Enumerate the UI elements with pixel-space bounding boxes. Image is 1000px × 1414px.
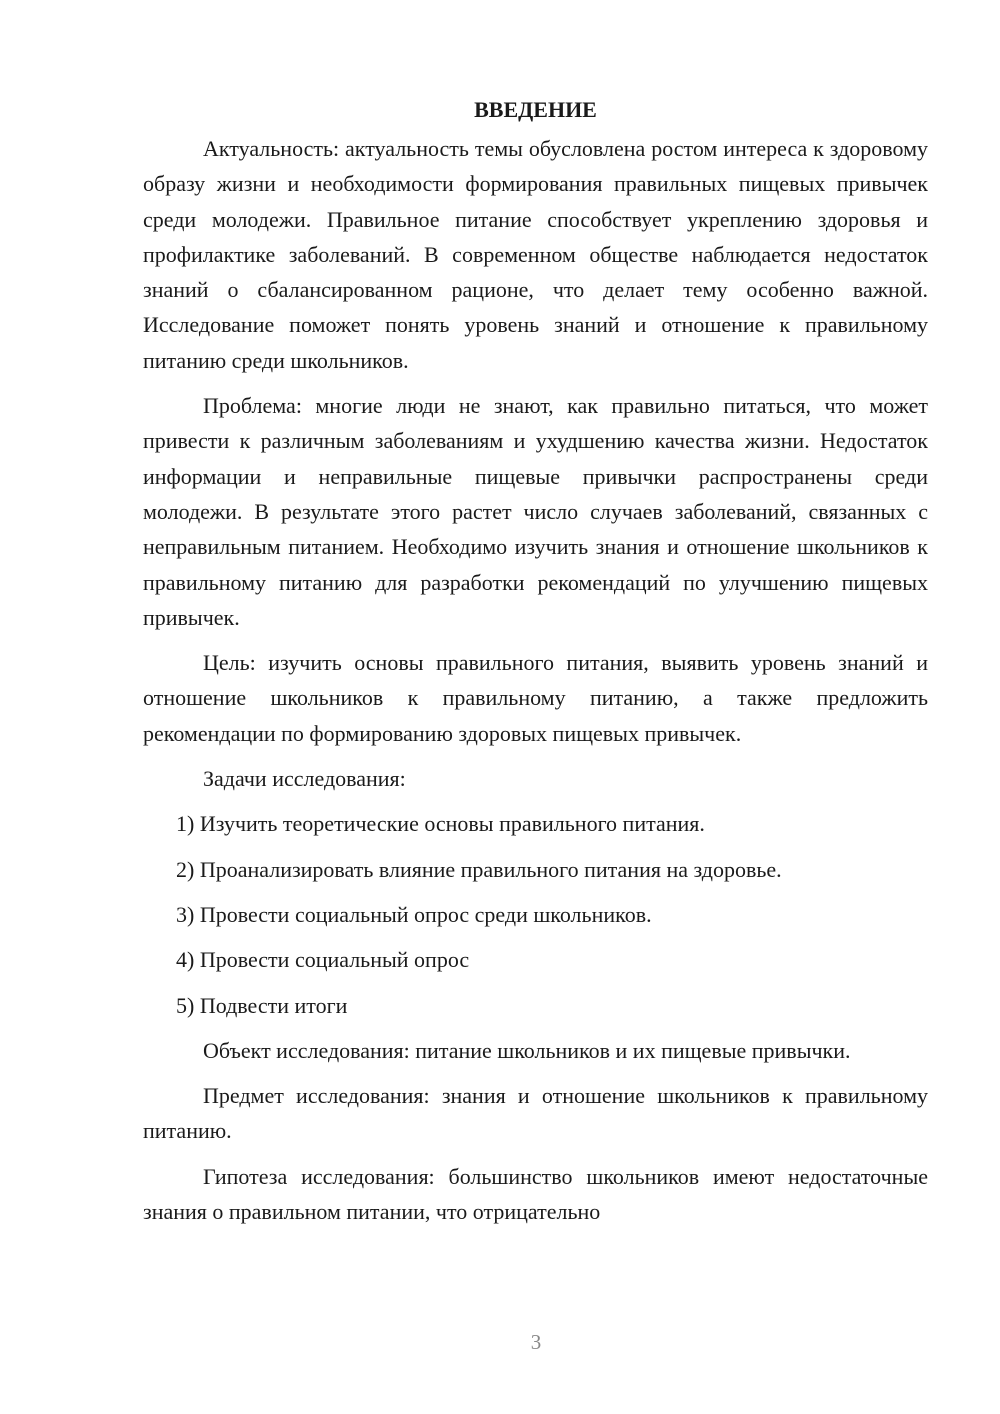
task-item: 1) Изучить теоретические основы правильного питания. (176, 811, 705, 837)
page-title: ВВЕДЕНИЕ (474, 97, 597, 122)
task-item: 5) Подвести итоги (176, 992, 348, 1018)
paragraph-relevance: Актуальность: актуальность темы обусловлена ростом интереса к здоровому образу жизни и необходимости формирования правильных пищевых привычек среди молодежи. Правильное питание способствует укреплению здоровья и профилактике заболеваний. В современном обществе наблюдается недостаток знаний о сбалансированном рационе, что делает тему особенно важной. Исследование поможет понять уровень знаний и отношение к правильному питанию среди школьников. (143, 136, 928, 373)
tasks-heading: Задачи исследования: (203, 766, 406, 792)
paragraph-hypothesis: Гипотеза исследования: большинство школьников имеют недостаточные знания о правильном питании, что отрицательно (143, 1163, 928, 1225)
task-item: 2) Проанализировать влияние правильного питания на здоровье. (176, 856, 782, 882)
paragraph-subject: Предмет исследования: знания и отношение школьников к правильному питанию. (143, 1083, 928, 1144)
paragraph-problem: Проблема: многие люди не знают, как правильно питаться, что может привести к различным заболеваниям и ухудшению качества жизни. Недостаток информации и неправильные пищевые привычки распространены среди молодежи. В результате этого растет число случаев заболеваний, связанных с неправильным питанием. Необходимо изучить знания и отношение школьников к правильному питанию для разработки рекомендаций по улучшению пищевых привычек. (143, 393, 928, 630)
task-item: 4) Провести социальный опрос (176, 947, 470, 973)
document-page (143, 92, 928, 1239)
task-item: 3) Провести социальный опрос среди школьников. (176, 901, 652, 927)
paragraph-goal: Цель: изучить основы правильного питания, выявить уровень знаний и отношение школьников к правильному питанию, а также предложить рекомендации по формированию здоровых пищевых привычек. (143, 650, 928, 746)
page-number: 3 (530, 1330, 542, 1354)
paragraph-object: Объект исследования: питание школьников и их пищевые привычки. (203, 1037, 851, 1063)
